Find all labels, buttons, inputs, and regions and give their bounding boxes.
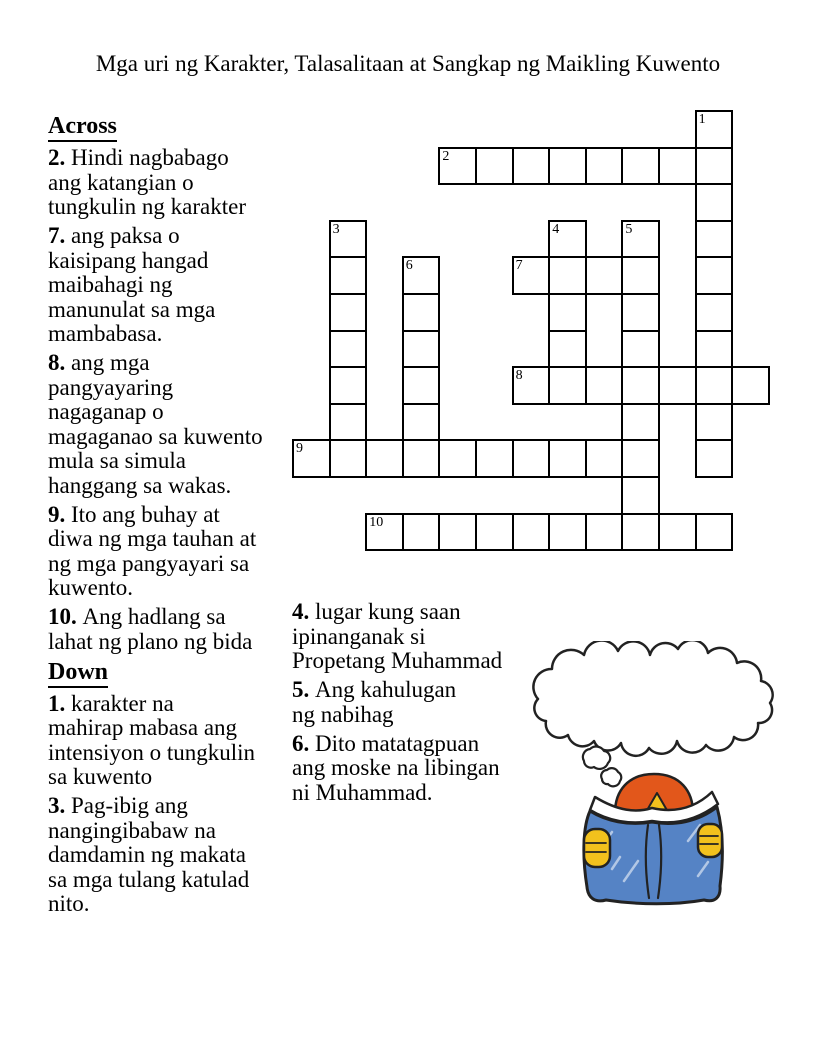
grid-cell-r6-c3 xyxy=(402,330,441,369)
clue-line: ni Muhammad. xyxy=(292,779,433,805)
clue-line: nangingibabaw na xyxy=(48,817,216,843)
clue-6 xyxy=(292,732,542,806)
clue-line: mula sa simula xyxy=(48,448,186,473)
grid-cell-r7-c10 xyxy=(658,366,697,405)
clue-line: 1. karakter na xyxy=(48,690,174,716)
grid-cell-r4-c9 xyxy=(621,256,660,295)
grid-cell-r5-c11 xyxy=(695,293,734,332)
grid-cell-r8-c11 xyxy=(695,403,734,442)
clue-line: ang katangian o xyxy=(48,169,194,195)
grid-cell-number: 2 xyxy=(442,148,450,164)
clue-number: 3. xyxy=(48,793,71,818)
clue-line: tungkulin ng karakter xyxy=(48,194,247,219)
down-clues-list-left xyxy=(48,692,293,917)
clue-8 xyxy=(48,351,293,498)
clue-3 xyxy=(48,794,293,917)
clue-line: 8. ang mga xyxy=(48,350,150,375)
across-clues-list xyxy=(48,146,293,654)
page-title: Mga uri ng Karakter, Talasalitaan at Sangkap ng Maikling Kuwento xyxy=(95,51,721,76)
grid-cell-r9-c9 xyxy=(621,439,660,478)
grid-cell-r11-c9 xyxy=(621,513,660,552)
grid-cell-r5-c1 xyxy=(329,293,368,332)
hand-left xyxy=(584,829,610,867)
grid-cell-r6-c7 xyxy=(548,330,587,369)
grid-cell-r3-c11 xyxy=(695,220,734,259)
grid-cell-r4-c11 xyxy=(695,256,734,295)
grid-cell-r7-c1 xyxy=(329,366,368,405)
down-heading: Down xyxy=(48,659,293,685)
grid-cell-number: 10 xyxy=(369,514,384,530)
clue-number: 4. xyxy=(292,599,315,624)
grid-cell-r11-c8 xyxy=(585,513,624,552)
clue-line: sa mga tulang katulad xyxy=(48,866,250,892)
grid-cell-r7-c9 xyxy=(621,366,660,405)
clue-number: 9. xyxy=(48,501,71,527)
grid-cell-r4-c1 xyxy=(329,256,368,295)
clue-line: ang moske na libingan xyxy=(292,755,500,780)
crossword-grid xyxy=(292,110,774,554)
clue-line: magaganao sa kuwento xyxy=(48,423,263,449)
grid-cell-r9-c8 xyxy=(585,439,624,478)
grid-cell-number: 5 xyxy=(625,221,633,237)
thought-puff-icon xyxy=(583,747,621,787)
grid-cell-r11-c2 xyxy=(365,513,404,552)
clue-number: 6. xyxy=(292,730,315,756)
grid-cell-r9-c0 xyxy=(292,439,331,478)
grid-cell-r1-c6 xyxy=(512,147,551,186)
clue-line: 4. lugar kung saan xyxy=(292,599,461,624)
clue-line: nagaganap o xyxy=(48,399,164,424)
grid-cell-r6-c9 xyxy=(621,330,660,369)
grid-cell-r11-c10 xyxy=(658,513,697,552)
clue-number: 2. xyxy=(48,145,71,170)
grid-cell-r9-c1 xyxy=(329,439,368,478)
clue-line: maibahagi ng xyxy=(48,272,173,297)
grid-cell-r11-c11 xyxy=(695,513,734,552)
grid-cell-r9-c4 xyxy=(438,439,477,478)
grid-cell-number: 4 xyxy=(552,221,560,237)
grid-cell-r6-c11 xyxy=(695,330,734,369)
clue-line: Propetang Muhammad xyxy=(292,648,503,673)
grid-cell-r9-c5 xyxy=(475,439,514,478)
clue-line: ng mga pangyayari sa xyxy=(48,550,250,576)
grid-cell-r5-c3 xyxy=(402,293,441,332)
grid-cell-r7-c12 xyxy=(731,366,770,405)
grid-cell-r11-c3 xyxy=(402,513,441,552)
grid-cell-r4-c8 xyxy=(585,256,624,295)
grid-cell-r1-c8 xyxy=(585,147,624,186)
grid-cell-r7-c11 xyxy=(695,366,734,405)
grid-cell-r7-c8 xyxy=(585,366,624,405)
clue-4 xyxy=(292,600,542,674)
grid-cell-r1-c11 xyxy=(695,147,734,186)
grid-cell-r5-c9 xyxy=(621,293,660,332)
grid-cell-number: 3 xyxy=(332,221,340,237)
grid-cell-number: 8 xyxy=(515,368,523,384)
grid-cell-r1-c4 xyxy=(438,147,477,186)
clue-9 xyxy=(48,503,293,601)
clue-line: intensiyon o tungkulin xyxy=(48,739,255,765)
clue-2 xyxy=(48,146,293,220)
grid-cell-r4-c6 xyxy=(512,256,551,295)
grid-cell-number: 9 xyxy=(296,441,303,457)
grid-cell-r1-c7 xyxy=(548,147,587,186)
thought-cloud-icon xyxy=(533,641,772,756)
clue-number: 1. xyxy=(48,690,71,716)
grid-cell-r3-c1 xyxy=(329,220,368,259)
clue-number: 10. xyxy=(48,604,83,629)
grid-cell-r1-c10 xyxy=(658,147,697,186)
grid-cell-r11-c4 xyxy=(438,513,477,552)
clue-1 xyxy=(48,692,293,790)
grid-cell-r7-c6 xyxy=(512,366,551,405)
clue-line: kuwento. xyxy=(48,575,133,600)
clue-line: pangyayaring xyxy=(48,374,174,400)
clues-left-column xyxy=(48,113,293,921)
down-clues-list-middle xyxy=(292,600,542,810)
child-head xyxy=(615,774,693,813)
clue-7 xyxy=(48,224,293,347)
grid-cell-r7-c7 xyxy=(548,366,587,405)
reading-child-illustration xyxy=(528,641,782,913)
grid-cell-r8-c9 xyxy=(621,403,660,442)
clue-line: 5. Ang kahulugan xyxy=(292,677,457,702)
clue-line: ipinanganak si xyxy=(292,623,426,649)
clue-line: manunulat sa mga xyxy=(48,296,216,322)
clue-10 xyxy=(48,605,293,654)
grid-cell-number: 6 xyxy=(405,258,413,274)
clue-5 xyxy=(292,678,542,727)
grid-cell-r11-c7 xyxy=(548,513,587,552)
clue-line: mambabasa. xyxy=(48,321,163,346)
grid-cell-r9-c11 xyxy=(695,439,734,478)
clue-line: 6. Dito matatagpuan xyxy=(292,730,480,756)
grid-cell-r9-c2 xyxy=(365,439,404,478)
grid-cell-r3-c7 xyxy=(548,220,587,259)
grid-cell-r10-c9 xyxy=(621,476,660,515)
grid-cell-r7-c3 xyxy=(402,366,441,405)
grid-cell-r4-c7 xyxy=(548,256,587,295)
grid-cell-r9-c3 xyxy=(402,439,441,478)
clue-line: hanggang sa wakas. xyxy=(48,472,232,498)
hand-right xyxy=(698,824,722,857)
grid-cell-r2-c11 xyxy=(695,183,734,222)
clue-line: lahat ng plano ng bida xyxy=(48,628,253,654)
grid-cell-r8-c3 xyxy=(402,403,441,442)
clue-number: 5. xyxy=(292,677,315,702)
clue-line: ng nabihag xyxy=(292,701,394,727)
grid-cell-r9-c7 xyxy=(548,439,587,478)
grid-cell-number: 7 xyxy=(515,258,523,274)
grid-cell-r1-c9 xyxy=(621,147,660,186)
clue-number: 7. xyxy=(48,223,71,248)
grid-cell-r9-c6 xyxy=(512,439,551,478)
grid-cell-r1-c5 xyxy=(475,147,514,186)
clue-line: 9. Ito ang buhay at xyxy=(48,501,220,527)
clue-line: 7. ang paksa o xyxy=(48,223,180,248)
grid-cell-r11-c6 xyxy=(512,513,551,552)
grid-cell-r6-c1 xyxy=(329,330,368,369)
across-heading: Across xyxy=(48,113,293,139)
grid-cell-r4-c3 xyxy=(402,256,441,295)
grid-cell-r0-c11 xyxy=(695,110,734,149)
clue-line: mahirap mabasa ang xyxy=(48,715,238,740)
clue-number: 8. xyxy=(48,350,71,375)
clue-line: 3. Pag-ibig ang xyxy=(48,793,188,818)
grid-cell-number: 1 xyxy=(698,112,706,127)
grid-cell-r5-c7 xyxy=(548,293,587,332)
grid-cell-r11-c5 xyxy=(475,513,514,552)
clue-line: 2. Hindi nagbabago xyxy=(48,145,229,170)
clue-line: 10. Ang hadlang sa xyxy=(48,604,226,629)
grid-cell-r3-c9 xyxy=(621,220,660,259)
clue-line: damdamin ng makata xyxy=(48,842,246,867)
clue-line: diwa ng mga tauhan at xyxy=(48,526,257,551)
clue-line: kaisipang hangad xyxy=(48,247,209,273)
clue-line: nito. xyxy=(48,891,90,916)
grid-cell-r8-c1 xyxy=(329,403,368,442)
clue-line: sa kuwento xyxy=(48,764,153,789)
